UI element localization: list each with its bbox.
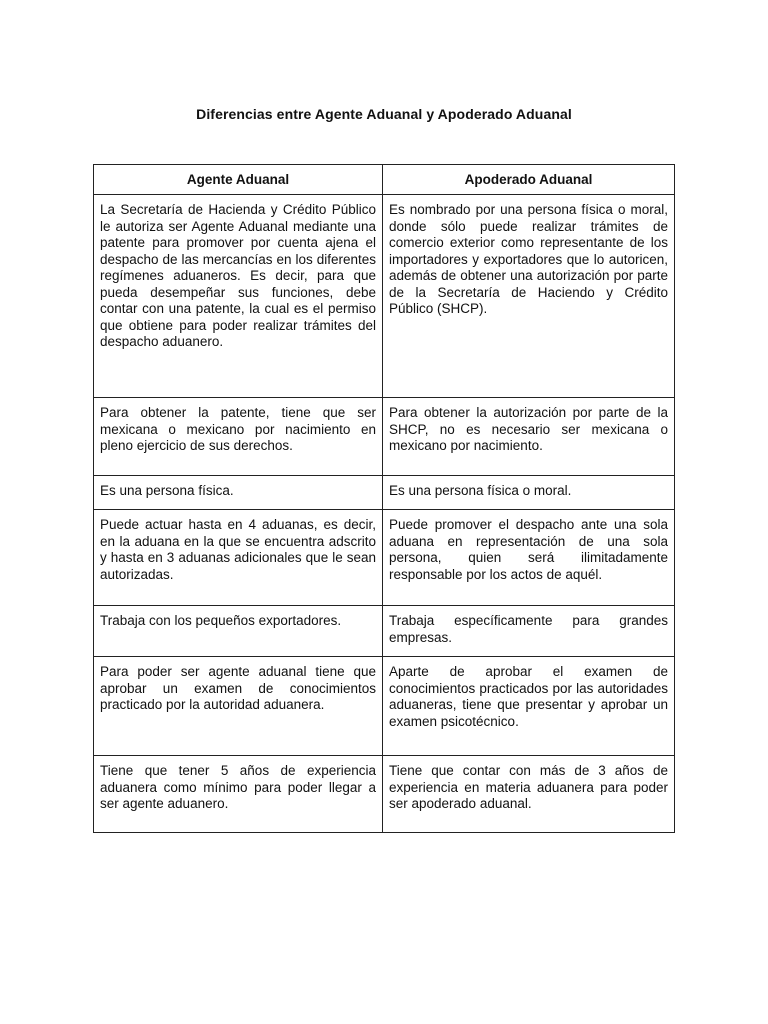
table-row [94,510,675,606]
table-header-row [94,165,675,195]
cell-apoderado: Trabaja específicamente para grandes empresas. [383,606,675,657]
header-apoderado-aduanal: Apoderado Aduanal [383,165,675,195]
table-row [94,476,675,510]
cell-apoderado: Tiene que contar con más de 3 años de experiencia en materia aduanera para poder ser apoderado aduanal. [383,756,675,833]
cell-agente: Trabaja con los pequeños exportadores. [94,606,383,657]
table-row [94,398,675,476]
cell-agente: Es una persona física. [94,476,383,510]
cell-apoderado: Para obtener la autorización por parte de la SHCP, no es necesario ser mexicana o mexicano por nacimiento. [383,398,675,476]
cell-agente: Para obtener la patente, tiene que ser mexicana o mexicano por nacimiento en pleno ejercicio de sus derechos. [94,398,383,476]
cell-apoderado: Aparte de aprobar el examen de conocimientos practicados por las autoridades aduaneras, tiene que presentar y aprobar un examen psicotécnico. [383,657,675,756]
cell-agente: Tiene que tener 5 años de experiencia aduanera como mínimo para poder llegar a ser agente aduanero. [94,756,383,833]
table-row [94,756,675,833]
cell-apoderado: Es una persona física o moral. [383,476,675,510]
cell-apoderado: Puede promover el despacho ante una sola aduana en representación de una sola persona, quien será ilimitadamente responsable por los actos de aquél. [383,510,675,606]
table-row [94,195,675,398]
cell-apoderado: Es nombrado por una persona física o moral, donde sólo puede realizar trámites de comercio exterior como representante de los importadores y exportadores que lo autoricen, además de obtener una autorización por parte de la Secretaría de Haciendo y Crédito Público (SHCP). [383,195,675,398]
page-title: Diferencias entre Agente Aduanal y Apoderado Aduanal [196,106,572,122]
comparison-table [93,164,675,833]
table-row [94,606,675,657]
header-agente-aduanal: Agente Aduanal [94,165,383,195]
cell-agente: Puede actuar hasta en 4 aduanas, es decir, en la aduana en la que se encuentra adscrito y hasta en 3 aduanas adicionales que le sean autorizadas. [94,510,383,606]
cell-agente: La Secretaría de Hacienda y Crédito Público le autoriza ser Agente Aduanal mediante una patente para promover por cuenta ajena el despacho de las mercancías en los diferentes regímenes aduaneros. Es decir, para que pueda desempeñar sus funciones, debe contar con una patente, la cual es el permiso que obtiene para poder realizar trámites del despacho aduanero. [94,195,383,398]
cell-agente: Para poder ser agente aduanal tiene que aprobar un examen de conocimientos practicado por la autoridad aduanera. [94,657,383,756]
table-row [94,657,675,756]
